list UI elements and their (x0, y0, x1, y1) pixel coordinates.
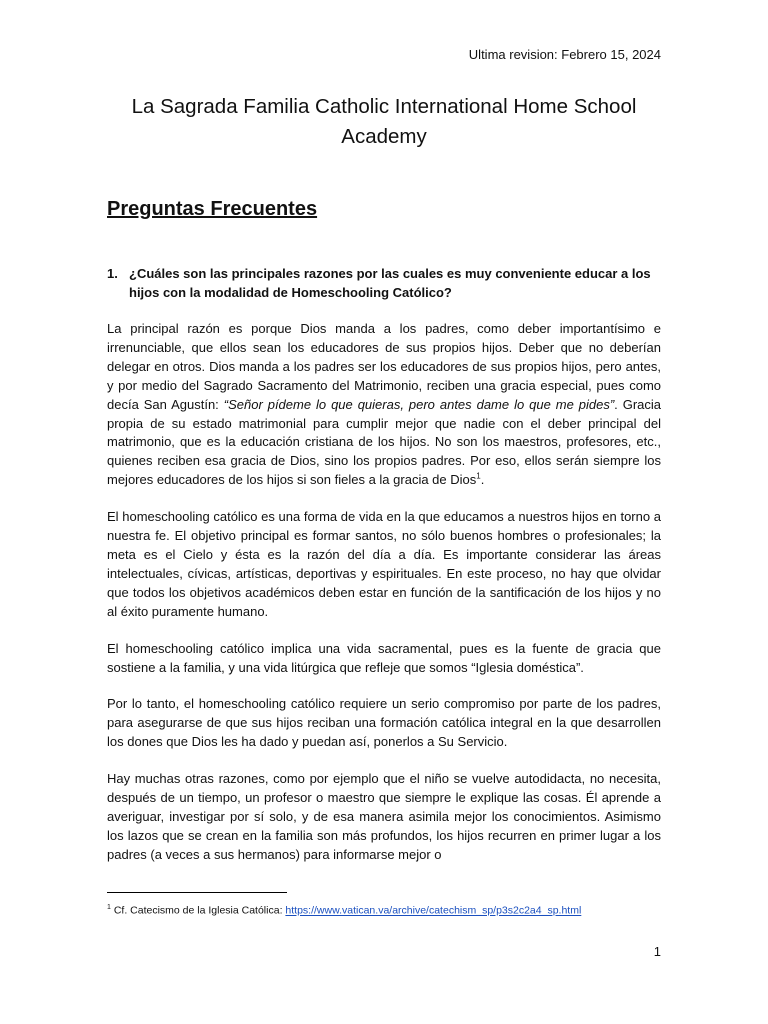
footnote-text: Cf. Catecismo de la Iglesia Católica: (110, 904, 286, 917)
paragraph-1 (107, 320, 661, 490)
paragraph-1-part-a: La principal razón es porque Dios manda a los padres, como deber importantísimo e irrenunciable, que ellos sean los educadores de sus propios hijos. Deber que no deberían delegar en otros. Dios manda a los padres ser los educadores de sus propios hijos, pero antes, y por medio del Sagrado Sacramento del Matrimonio, reciben una gracia especial, pues como decía San Agustín: (107, 321, 661, 412)
footnote-marker: 1 (107, 904, 111, 911)
footnote (107, 901, 661, 918)
footnote-reference[interactable]: 1 (476, 471, 481, 481)
catechism-link[interactable]: https://www.vatican.va/archive/catechism_sp/p3s2c2a4_sp.html (285, 904, 582, 917)
document-title: La Sagrada Familia Catholic International Home School Academy (131, 95, 637, 148)
paragraph-1-part-b: . Gracia propia de su estado matrimonial para cumplir mejor que nadie con el deber principal del matrimonio, que es la educación cristiana de los hijos. No son los maestros, profesores, etc., quienes reciben esa gracia de Dios, sino los propios padres. Por eso, ellos serán siempre los mejores educadores de los hijos si son fieles a la gracia de Dios (107, 396, 662, 488)
paragraph-3: El homeschooling católico implica una vida sacramental, pues es la fuente de gracia que sostiene a la familia, y una vida litúrgica que refleje que somos “Iglesia doméstica”. (107, 640, 661, 675)
page-number: 1 (653, 944, 661, 959)
section-heading: Preguntas Frecuentes (107, 198, 318, 220)
footnote-divider (107, 892, 287, 893)
paragraph-4: Por lo tanto, el homeschooling católico requiere un serio compromiso por parte de los padres, para asegurarse de que sus hijos reciban una formación católica integral en la que desarrollen los dones que Dios les ha dado y puedan así, ponerlos a Su Servicio. (107, 696, 661, 750)
question-text: ¿Cuáles son las principales razones por las cuales es muy conveniente educar a los hijos con la modalidad de Homeschooling Católico? (129, 266, 651, 300)
answer-body (107, 320, 661, 883)
faq-question (107, 264, 661, 302)
augustine-quote: “Señor pídeme lo que quieras, pero antes dame lo que me pides” (223, 396, 615, 412)
paragraph-2: El homeschooling católico es una forma de vida en la que educamos a nuestros hijos en torno a nuestra fe. El objetivo principal es formar santos, no sólo buenos hombres o profesionales; la meta es el Cielo y ésta es la razón del día a día. Es importante considerar las áreas intelectuales, cívicas, artísticas, deportivas y espirituales. En este proceso, no hay que olvidar que todos los objetivos académicos deben estar en función de la santificación de los hijos y no al éxito puramente humano. (107, 509, 661, 619)
revision-date: Ultima revision: Febrero 15, 2024 (468, 47, 661, 62)
paragraph-5: Hay muchas otras razones, como por ejemplo que el niño se vuelve autodidacta, no necesita, después de un tiempo, un profesor o maestro que siempre le explique las cosas. Él aprende a averiguar, investigar por sí solo, y de esa manera asimila mejor los conocimientos. Asimismo los lazos que se crean en la familia son más profundos, los hijos recurren en primer lugar a los padres (a veces a sus hermanos) para informarse mejor o (107, 771, 661, 862)
question-number: 1. (107, 266, 118, 281)
paragraph-1-end: . (480, 472, 485, 488)
